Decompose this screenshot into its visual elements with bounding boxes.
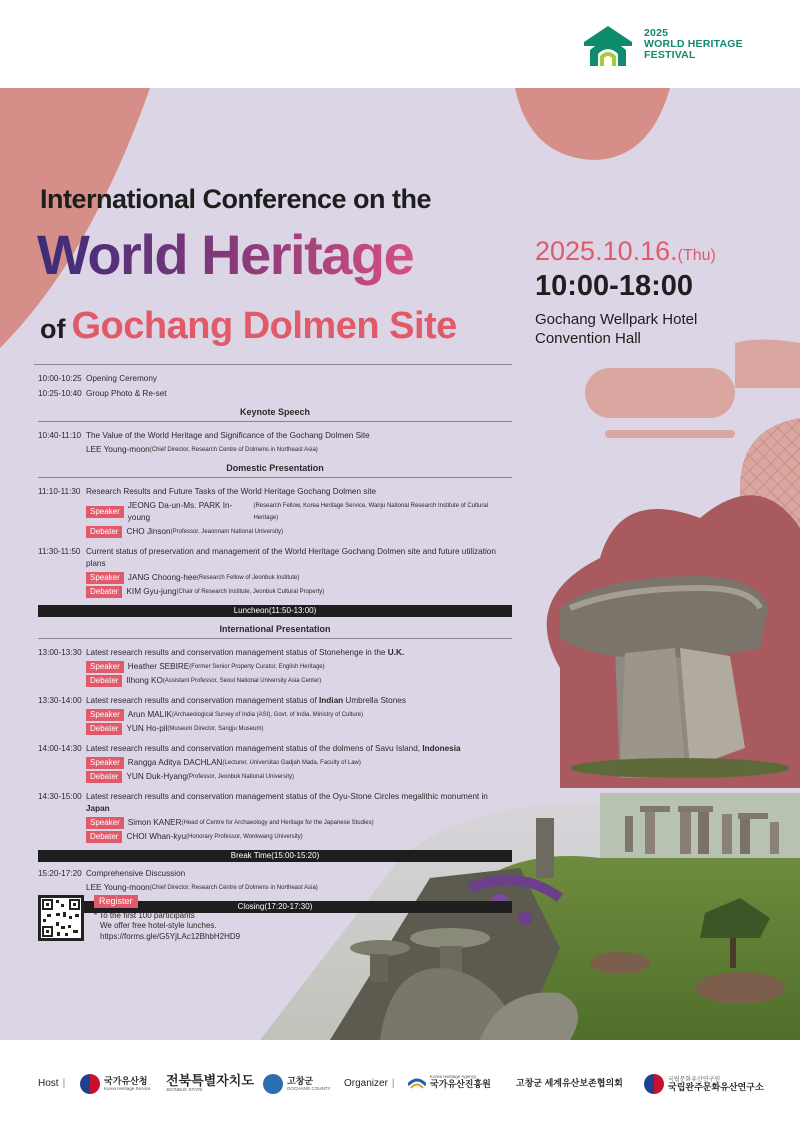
event-day: (Thu) <box>677 247 716 264</box>
nrich-kr: 국립완주문화유산연구소 <box>668 1081 764 1092</box>
speaker-name: Arun MALIK <box>127 710 172 719</box>
debater-name: Ilhong KO <box>126 676 163 685</box>
speaker-affil: (Head of Centre for Archaeology and Heritage for the Japanese Studies) <box>181 820 374 826</box>
session-title-text: Research Results and Future Tasks of the World Heritage Gochang Dolmen site <box>86 487 377 496</box>
debater-name: YUN Duk-Hyang <box>126 772 187 781</box>
section-keynote: Keynote Speech <box>38 407 512 422</box>
speaker-tag: Speaker <box>86 506 124 518</box>
venue-line2: Convention Hall <box>535 330 641 347</box>
break-bar: Break Time(15:00-15:20) <box>38 850 512 862</box>
kha-en: Korea Heritage Agency <box>430 1074 477 1079</box>
debater <box>86 723 512 735</box>
schedule-row <box>38 373 512 385</box>
session-title: The Value of the World Heritage and Significance of the Gochang Dolmen Site <box>86 431 370 440</box>
debater <box>86 675 512 687</box>
domestic-sessions <box>38 486 512 598</box>
presenter-name: LEE Young-moon <box>86 883 150 892</box>
speaker-affil: (Research Fellow, Korea Heritage Service, Wanju National Research Institute of Cultural Heritage) <box>253 503 489 521</box>
logo-kha <box>408 1074 491 1089</box>
session-title: Comprehensive Discussion <box>86 869 186 878</box>
session-item <box>38 486 512 538</box>
session-title-text: Latest research results and conservation management status of the Oyu-Stone Circles megalithic monument in <box>86 792 488 801</box>
debater-affil: (Professor, Jeonbuk National University) <box>186 774 295 780</box>
jeonbuk-en: JEONBUK STATE <box>166 1087 203 1092</box>
speaker-affil: (Former Senior Property Curator, English Heritage) <box>189 664 325 670</box>
gochang-en: GOCHANG COUNTY <box>287 1085 331 1091</box>
row-time: 10:00-10:25 <box>38 374 82 383</box>
register-label: Register <box>94 895 138 908</box>
host-sep: | <box>62 1078 66 1089</box>
session-item <box>38 791 512 843</box>
speaker-tag: Speaker <box>86 757 124 769</box>
debater-name: KIM Gyu-jung <box>126 587 177 596</box>
speaker <box>86 661 512 673</box>
debater-tag: Debater <box>86 771 122 783</box>
logo-nrich <box>644 1074 764 1094</box>
debater-name: YUN Ho-pil <box>126 724 168 733</box>
logo-line1: WORLD HERITAGE <box>644 37 743 50</box>
debater-affil: (Professor, Jeaonnam National University) <box>170 529 283 535</box>
debater <box>86 586 512 598</box>
logo-year: 2025 <box>644 26 669 39</box>
debater-tag: Debater <box>86 675 122 687</box>
session-title-text: Latest research results and conservation management status of the dolmens of Savu Island, <box>86 744 423 753</box>
presenter-affil: (Chief Director, Research Centre of Dolmens in Northeast Asia) <box>149 447 318 453</box>
closing-bar: Closing(17:20-17:30) <box>38 901 512 913</box>
debater-affil: (Chair of Research Institute, Jeonbuk Cultural Property) <box>176 589 325 595</box>
gochang-emblem-icon <box>263 1074 283 1094</box>
speaker <box>86 572 512 584</box>
host-label-wrap <box>38 1078 69 1089</box>
qr-pattern <box>41 898 81 938</box>
session-item <box>38 546 512 598</box>
session-title-text: Latest research results and conservation management status of Stonehenge in the <box>86 648 388 657</box>
speaker-name: Rangga Aditya DACHLAN <box>127 758 223 767</box>
assoc-kr: 고창군 세계유산보존협의회 <box>516 1078 623 1088</box>
divider <box>34 364 512 365</box>
session-time: 11:10-11:30 <box>38 487 81 496</box>
logo-gochang <box>263 1074 331 1094</box>
session-title-bold: Indonesia <box>422 744 461 753</box>
taeguk-icon <box>80 1074 100 1094</box>
speaker-affil: (Research Fellow of Jeonbuk Institute) <box>196 575 300 581</box>
session-time: 14:30-15:00 <box>38 792 82 801</box>
session-item <box>38 695 512 735</box>
register-note1: * To the first 100 participants <box>94 910 195 920</box>
section-domestic: Domestic Presentation <box>38 463 512 478</box>
session-keynote <box>38 430 512 456</box>
organizer-label-wrap <box>344 1078 399 1089</box>
organizer-label: Organizer <box>344 1078 388 1089</box>
session-item <box>38 647 512 687</box>
taeguk-icon-2 <box>644 1074 664 1094</box>
presenter <box>86 882 512 894</box>
debater-name: CHOI Whan-kyu <box>126 832 187 841</box>
session-time: 13:00-13:30 <box>38 648 82 657</box>
title-line1: International Conference on the <box>40 184 432 214</box>
debater-tag: Debater <box>86 831 122 843</box>
speaker-affil: (Archaeological Survey of India (ASI), Govt. of India, Ministry of Culture) <box>171 712 364 718</box>
speaker-tag: Speaker <box>86 661 124 673</box>
session-title-text: Latest research results and conservation management status of <box>86 696 320 705</box>
title-site: Gochang Dolmen Site <box>71 305 457 347</box>
speaker-name: JANG Choong-hee <box>127 573 197 582</box>
logo-jeonbuk <box>166 1074 254 1093</box>
debater-tag: Debater <box>86 723 122 735</box>
program-schedule <box>38 370 512 913</box>
event-date-value: 2025.10.16. <box>535 236 678 266</box>
presenter-name: LEE Young-moon <box>86 445 150 454</box>
title-line3 <box>40 305 457 348</box>
debater-name: CHO Jinson <box>126 527 171 536</box>
debater <box>86 831 512 843</box>
speaker-name: Simon KANER <box>127 818 182 827</box>
register-block <box>38 895 240 942</box>
session-title-bold: Indian <box>319 696 344 705</box>
qr-code-icon[interactable] <box>38 895 84 941</box>
session-item <box>38 743 512 783</box>
debater <box>86 526 512 538</box>
session-title <box>86 695 406 707</box>
presenter <box>86 444 512 456</box>
session-discussion <box>38 868 512 894</box>
session-title-bold: Japan <box>86 804 110 813</box>
speaker-affil: (Lecturer, Universitas Gadjah Mada, Faculty of Law) <box>222 760 361 766</box>
session-title <box>86 791 512 815</box>
nrich-small: 국립문화유산연구원 <box>668 1076 721 1083</box>
gochang-kr: 고창군 <box>287 1075 314 1086</box>
session-time: 10:40-11:10 <box>38 431 82 440</box>
session-title <box>86 743 461 755</box>
speaker <box>86 709 512 721</box>
presenter-affil: (Chief Director, Research Centre of Dolmens in Northeast Asia) <box>149 885 318 891</box>
session-title <box>86 546 512 570</box>
speaker <box>86 757 512 769</box>
row-text: Opening Ceremony <box>86 374 157 383</box>
debater-tag: Debater <box>86 586 122 598</box>
speaker-name: Heather SEBIRE <box>127 662 190 671</box>
debater-affil: (Assistant Professor, Seoul National University Asia Center) <box>162 678 322 684</box>
speaker <box>86 500 512 524</box>
speaker-tag: Speaker <box>86 709 124 721</box>
session-time: 13:30-14:00 <box>38 696 82 705</box>
title-of: of <box>40 314 66 344</box>
speaker <box>86 817 512 829</box>
session-time: 11:30-11:50 <box>38 547 81 556</box>
logo-khs <box>80 1074 151 1094</box>
international-sessions <box>38 647 512 843</box>
row-time: 10:25-10:40 <box>38 389 82 398</box>
luncheon-bar: Luncheon(11:50-13:00) <box>38 605 512 617</box>
session-title <box>86 647 404 659</box>
session-title-text: Current status of preservation and management of the World Heritage Gochang Dolmen site and future utilization plans <box>86 547 496 568</box>
venue-line1: Gochang Wellpark Hotel <box>535 311 698 328</box>
section-international: International Presentation <box>38 624 512 639</box>
register-info <box>94 895 240 942</box>
session-time: 14:00-14:30 <box>38 744 82 753</box>
festival-arch-icon <box>580 22 636 66</box>
logo-assoc <box>516 1079 623 1088</box>
register-link[interactable]: https://forms.gle/G5YjLAc12BhbH2HD9 <box>100 931 241 941</box>
festival-logo <box>580 22 743 66</box>
speaker-tag: Speaker <box>86 572 124 584</box>
title-line2: World Heritage <box>37 223 414 286</box>
session-title <box>86 486 376 498</box>
debater-affil: (Museum Director, Sangju Museum) <box>167 726 264 732</box>
logo-line2: FESTIVAL <box>644 48 696 61</box>
jeonbuk-kr: 전북특별자치도 <box>166 1073 254 1088</box>
speaker-name: JEONG Da-un-Ms. PARK In-young <box>127 501 233 522</box>
session-time: 15:20-17:20 <box>38 869 82 878</box>
session-title-bold: U.K. <box>387 648 405 657</box>
debater <box>86 771 512 783</box>
event-venue <box>535 310 697 348</box>
row-text: Group Photo & Re-set <box>86 389 167 398</box>
kha-kr: 국가유산진흥원 <box>430 1079 491 1089</box>
session-title-after: Umbrella Stones <box>343 696 406 705</box>
event-time: 10:00-18:00 <box>535 270 693 302</box>
debater-affil: (Honorary Professor, Wonkwang University) <box>186 834 303 840</box>
schedule-row <box>38 388 512 400</box>
event-date <box>535 236 716 267</box>
speaker-tag: Speaker <box>86 817 124 829</box>
host-label: Host <box>38 1078 59 1089</box>
kha-wave-icon <box>408 1075 426 1089</box>
khs-en: Korea Heritage Service <box>104 1085 151 1091</box>
debater-tag: Debater <box>86 526 122 538</box>
khs-kr: 국가유산청 <box>104 1075 148 1086</box>
register-note2: We offer free hotel-style lunches. <box>100 921 217 930</box>
organizer-sep: | <box>391 1078 395 1089</box>
